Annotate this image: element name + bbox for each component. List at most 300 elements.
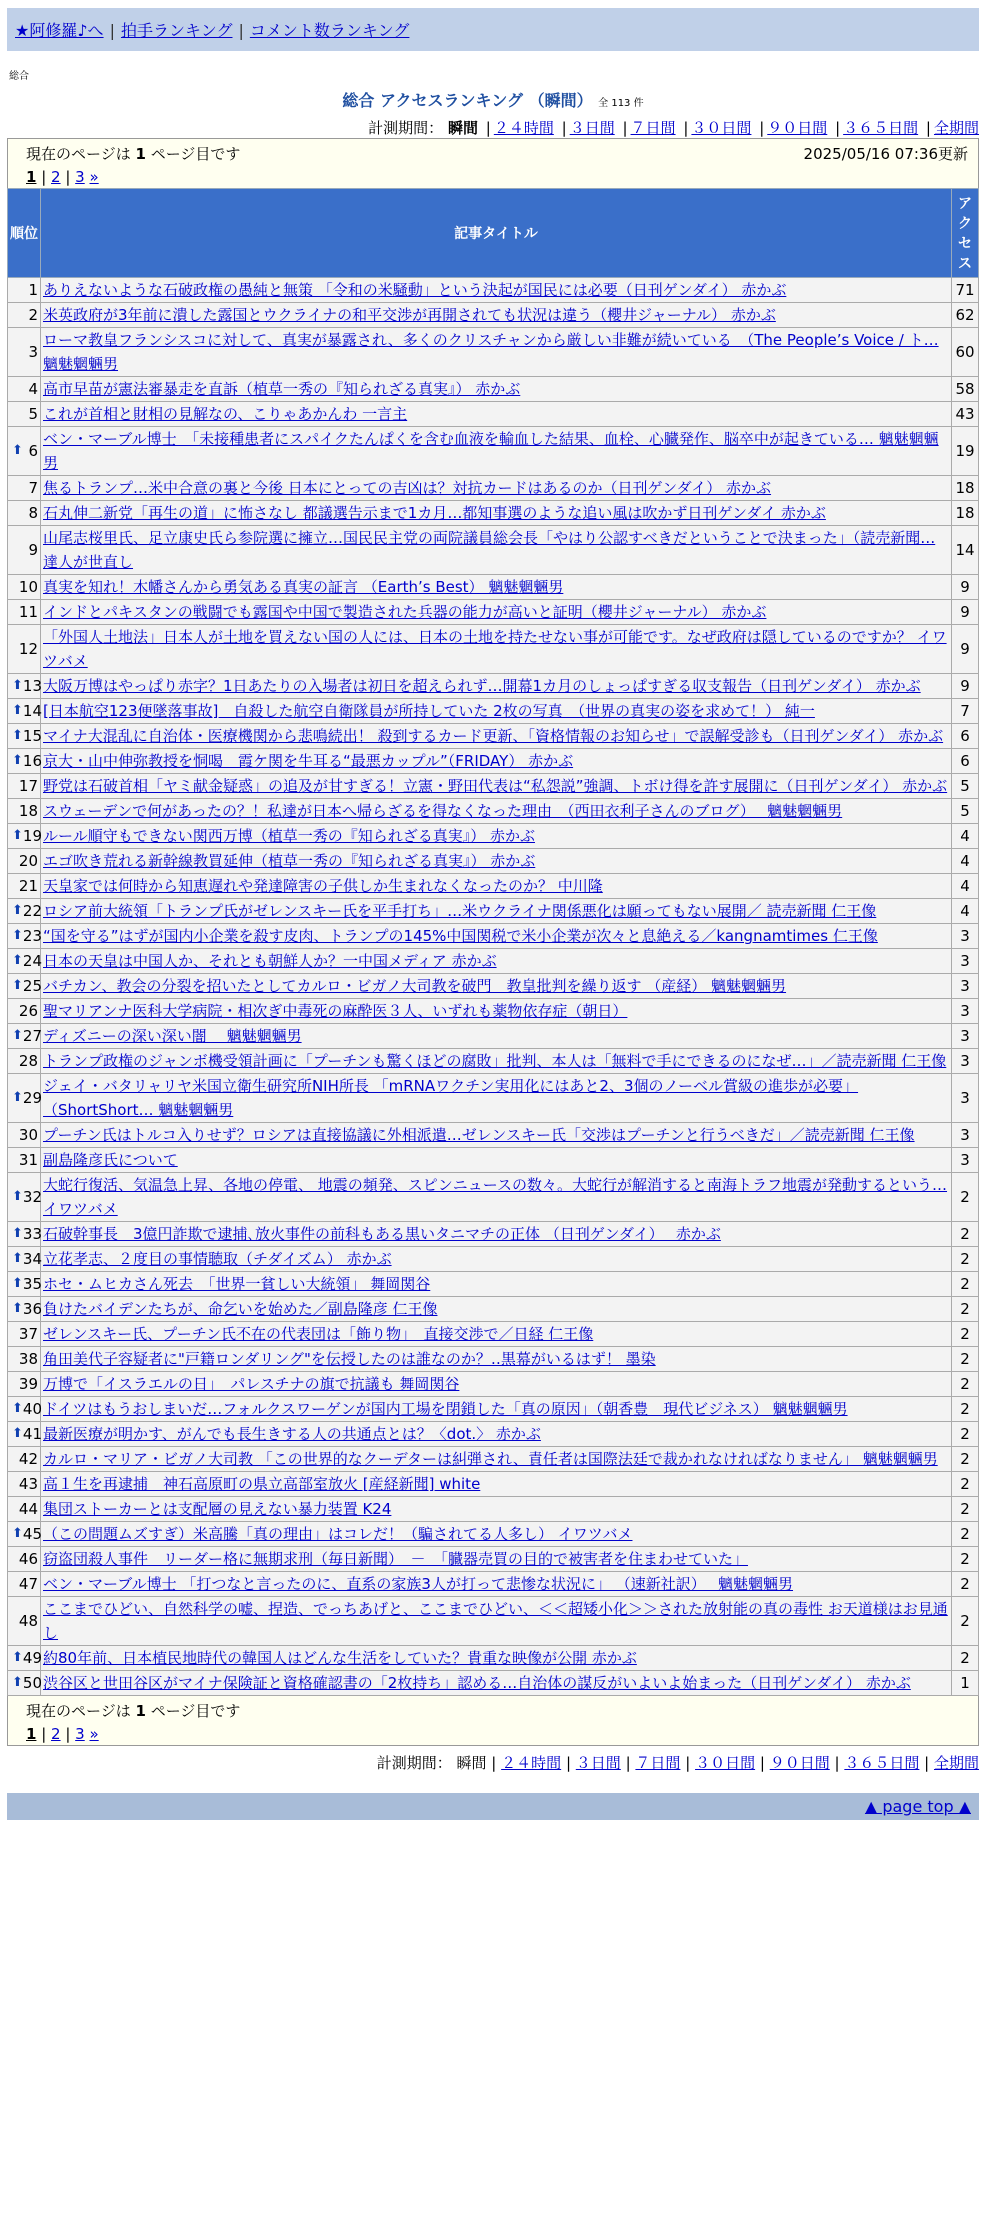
title-cell	[41, 526, 952, 575]
rank-number: 38	[18, 1350, 38, 1368]
article-title-link[interactable]: これが首相と財相の見解なの、こりゃあかんわ 一言主	[43, 405, 408, 423]
pager-link-3[interactable]: 3	[75, 1725, 85, 1743]
rank-cell	[8, 1074, 41, 1123]
col-title-header: 記事タイトル	[41, 189, 952, 278]
rank-cell	[8, 1247, 41, 1272]
table-row	[8, 1123, 979, 1148]
title-cell	[41, 1572, 952, 1597]
rank-number: 49	[22, 1649, 42, 1667]
article-title-link[interactable]: “国を守る”はずが国内小企業を殺す皮肉、トランプの145%中国関税で米小企業が次々と息絶える／kangnamtimes 仁王像	[43, 927, 878, 945]
rank-number: 26	[18, 1002, 38, 1020]
rank-cell	[8, 1123, 41, 1148]
access-count: 2	[952, 1173, 979, 1222]
rank-number: 46	[18, 1550, 38, 1568]
rank-number: 19	[22, 827, 42, 845]
article-title-link[interactable]: トランプ政権のジャンボ機受領計画に「プーチンも驚くほどの腐敗」批判、本人は「無料で手にできるのになぜ…」／読売新聞 仁王像	[43, 1052, 947, 1070]
access-count: 2	[952, 1497, 979, 1522]
access-count: 9	[952, 625, 979, 674]
rank-cell	[8, 1447, 41, 1472]
rank-number: 23	[22, 927, 42, 945]
rank-number: 28	[18, 1052, 38, 1070]
title-cell	[41, 1173, 952, 1222]
table-row	[8, 949, 979, 974]
title-cell	[41, 874, 952, 899]
period-selector-top: 計測期間： 瞬間 | ２４時間 | ３日間 | ７日間 | ３０日間 | ９０日間 | ３６５日間 | 全期間	[368, 119, 979, 137]
rank-number: 35	[22, 1275, 42, 1293]
article-title-link[interactable]: ディズニーの深い深い闇 魑魅魍魎男	[43, 1027, 302, 1045]
rank-up-arrow-icon: ⬆	[12, 728, 23, 743]
rank-number: 45	[22, 1525, 42, 1543]
article-title-link[interactable]: エゴ吹き荒れる新幹線教買延伸（植草一秀の『知られざる真実』） 赤かぶ	[43, 852, 536, 870]
rank-cell	[8, 1372, 41, 1397]
rank-up-arrow-icon: ⬆	[12, 703, 23, 718]
article-title-link[interactable]: ホセ・ムヒカさん死去 「世界一貧しい大統領」 舞岡関谷	[43, 1275, 431, 1293]
title-cell	[41, 974, 952, 999]
title-cell	[41, 575, 952, 600]
article-title-link[interactable]: 高１生を再逮捕 神石高原町の県立高部室放火 [産経新聞] white	[43, 1475, 481, 1493]
pager-top: 1 | 2 | 3 »	[26, 168, 99, 186]
article-title-link[interactable]: 米英政府が3年前に潰した露国とウクライナの和平交渉が再開されても状況は違う（櫻井ジャーナル） 赤かぶ	[43, 306, 776, 324]
period-link-7d[interactable]: ７日間	[630, 119, 676, 137]
rank-number: 44	[18, 1500, 38, 1518]
title-cell	[41, 1422, 952, 1447]
rank-number: 13	[22, 677, 42, 695]
rank-number: 33	[22, 1225, 42, 1243]
period-link-7d[interactable]: ７日間	[635, 1754, 681, 1772]
rank-cell	[8, 999, 41, 1024]
period-link-30d[interactable]: ３０日間	[691, 119, 752, 137]
title-cell	[41, 1597, 952, 1646]
table-row	[8, 1397, 979, 1422]
article-title-link[interactable]: 最新医療が明かす、がんでも長生きする人の共通点とは？〈dot.〉 赤かぶ	[43, 1425, 541, 1443]
table-row	[8, 1522, 979, 1547]
access-count: 9	[952, 674, 979, 699]
article-title-link[interactable]: 副島隆彦氏について	[43, 1151, 178, 1169]
table-row	[8, 799, 979, 824]
period-label: 計測期間：	[376, 1754, 452, 1772]
article-title-link[interactable]: 角田美代子容疑者に"戸籍ロンダリング"を伝授したのは誰なのか？‥黒幕がいるはず！ 墨染	[43, 1350, 656, 1368]
title-cell	[41, 1148, 952, 1173]
item-count: 全 113 件	[598, 98, 644, 109]
access-count: 6	[952, 724, 979, 749]
access-count: 60	[952, 328, 979, 377]
rank-cell	[8, 749, 41, 774]
access-count: 4	[952, 874, 979, 899]
table-row	[8, 303, 979, 328]
rank-cell	[8, 1322, 41, 1347]
title-cell	[41, 377, 952, 402]
rank-number: 5	[28, 405, 38, 423]
rank-up-arrow-icon: ⬆	[12, 978, 23, 993]
rank-number: 18	[18, 802, 38, 820]
rank-number: 16	[22, 752, 42, 770]
title-cell	[41, 799, 952, 824]
rank-number: 39	[18, 1375, 38, 1393]
period-link-90d[interactable]: ９０日間	[767, 119, 828, 137]
rank-up-arrow-icon: ⬆	[12, 1426, 23, 1441]
access-count: 6	[952, 749, 979, 774]
article-title-link[interactable]: 石破幹事長 3億円詐欺で逮捕､放火事件の前科もある黒いタニマチの正体 （日刊ゲンダイ） 赤かぶ	[43, 1225, 721, 1243]
rank-up-arrow-icon: ⬆	[12, 1675, 23, 1690]
rank-cell	[8, 674, 41, 699]
title-cell	[41, 824, 952, 849]
rank-number: 15	[22, 727, 42, 745]
rank-number: 2	[28, 306, 38, 324]
rank-number: 29	[22, 1089, 42, 1107]
rank-cell	[8, 874, 41, 899]
rank-cell	[8, 974, 41, 999]
period-link-365d[interactable]: ３６５日間	[843, 119, 919, 137]
access-count: 18	[952, 476, 979, 501]
access-count: 2	[952, 1372, 979, 1397]
article-title-link[interactable]: 聖マリアンナ医科大学病院・相次ぎ中毒死の麻酔医３人、いずれも薬物依存症（朝日）	[43, 1002, 628, 1020]
title-cell	[41, 1472, 952, 1497]
rank-cell	[8, 377, 41, 402]
access-count: 2	[952, 1447, 979, 1472]
access-count: 5	[952, 799, 979, 824]
pager-bottom: 1 | 2 | 3 »	[26, 1725, 99, 1743]
table-row	[8, 774, 979, 799]
clap-ranking-link[interactable]: 拍手ランキング	[120, 21, 233, 40]
updated-timestamp: 2025/05/16 07:36更新	[803, 145, 968, 163]
rank-cell	[8, 824, 41, 849]
title-cell	[41, 1347, 952, 1372]
rank-up-arrow-icon: ⬆	[12, 1028, 23, 1043]
title-cell	[41, 1497, 952, 1522]
title-cell	[41, 899, 952, 924]
comment-ranking-link[interactable]: コメント数ランキング	[249, 21, 410, 40]
article-title-link[interactable]: ローマ教皇フランシスコに対して、真実が暴露され、多くのクリスチャンから厳しい非難が続いている （The People’s Voice / ト… 魑魅魍魎男	[43, 331, 939, 373]
page-status-text: 現在のページは 1 ページ目です	[26, 145, 241, 163]
rank-up-arrow-icon: ⬆	[12, 1226, 23, 1241]
access-count: 2	[952, 1422, 979, 1447]
ranking-table	[7, 188, 979, 1696]
rank-number: 40	[22, 1400, 42, 1418]
rank-up-arrow-icon: ⬆	[12, 953, 23, 968]
rank-cell	[8, 1297, 41, 1322]
article-title-link[interactable]: 高市早苗が憲法審暴走を直訴（植草一秀の『知られざる真実』） 赤かぶ	[43, 380, 521, 398]
table-row	[8, 1447, 979, 1472]
period-current: 瞬間	[447, 119, 478, 137]
title-cell	[41, 1074, 952, 1123]
access-count: 3	[952, 1074, 979, 1123]
table-row	[8, 824, 979, 849]
rank-up-arrow-icon: ⬆	[12, 1401, 23, 1416]
rank-up-arrow-icon: ⬆	[12, 1301, 23, 1316]
period-link-all[interactable]: 全期間	[933, 1754, 979, 1772]
title-cell	[41, 999, 952, 1024]
table-row	[8, 1497, 979, 1522]
table-row	[8, 501, 979, 526]
title-cell	[41, 402, 952, 427]
table-row	[8, 1322, 979, 1347]
rank-up-arrow-icon: ⬆	[12, 1189, 23, 1204]
page-status-bottom	[7, 1696, 979, 1746]
article-title-link[interactable]: 天皇家では何時から知恵遅れや発達障害の子供しか生まれなくなったのか？ 中川隆	[43, 877, 603, 895]
table-row	[8, 1247, 979, 1272]
title-cell	[41, 1522, 952, 1547]
title-cell	[41, 501, 952, 526]
title-cell	[41, 625, 952, 674]
table-row	[8, 899, 979, 924]
article-title-link[interactable]: 集団ストーカーとは支配層の見えない暴力装置 K24	[43, 1500, 392, 1518]
title-cell	[41, 724, 952, 749]
article-title-link[interactable]: [日本航空123便墜落事故] 自殺した航空自衛隊員が所持していた 2枚の写真 （世界の真実の姿を求めて！） 純一	[43, 702, 815, 720]
rank-up-arrow-icon: ⬆	[12, 443, 23, 458]
table-row	[8, 278, 979, 303]
title-cell	[41, 1297, 952, 1322]
access-count: 4	[952, 824, 979, 849]
rank-cell	[8, 1024, 41, 1049]
table-row	[8, 1074, 979, 1123]
article-title-link[interactable]: 野党は石破首相「ヤミ献金疑惑」の追及が甘すぎる！立憲・野田代表は“私怨説”強調、トボけ得を許す展開に（日刊ゲンダイ） 赤かぶ	[43, 777, 948, 795]
access-count: 2	[952, 1572, 979, 1597]
rank-number: 36	[22, 1300, 42, 1318]
rank-number: 31	[18, 1151, 38, 1169]
period-link-all[interactable]: 全期間	[933, 119, 979, 137]
table-row	[8, 1372, 979, 1397]
rank-number: 27	[22, 1027, 42, 1045]
title-cell	[41, 699, 952, 724]
rank-up-arrow-icon: ⬆	[12, 1251, 23, 1266]
access-count: 43	[952, 402, 979, 427]
rank-cell	[8, 1272, 41, 1297]
rank-number: 32	[22, 1188, 42, 1206]
rank-cell	[8, 1522, 41, 1547]
title-cell	[41, 674, 952, 699]
article-title-link[interactable]: 大阪万博はやっぱり赤字？1日あたりの入場者は初日を超えられず…開幕1カ月のしょっぱすぎる収支報告（日刊ゲンダイ） 赤かぶ	[43, 677, 921, 695]
article-title-link[interactable]: ベン・マーブル博士 「打つなと言ったのに、直系の家族3人が打って悲惨な状況に」 （速新社訳） 魑魅魍魎男	[43, 1575, 794, 1593]
access-count: 3	[952, 949, 979, 974]
article-title-link[interactable]: ベン・マーブル博士 「未接種患者にスパイクたんぱくを含む血液を輸血した結果、血栓、心臓発作、脳卒中が起きている… 魑魅魍魎男	[43, 430, 939, 472]
table-row	[8, 625, 979, 674]
title-cell	[41, 303, 952, 328]
rank-cell	[8, 899, 41, 924]
article-title-link[interactable]: 真実を知れ！木幡さんから勇気ある真実の証言 （Earth’s Best） 魑魅魍魎男	[43, 578, 564, 596]
rank-number: 22	[22, 902, 42, 920]
article-title-link[interactable]: カルロ・マリア・ビガノ大司教 「この世界的なクーデターは糾弾され、責任者は国際法廷で裁かれなければなりません」 魑魅魍魎男	[43, 1450, 938, 1468]
access-count: 9	[952, 575, 979, 600]
period-selector-bottom: 計測期間： 瞬間 | ２４時間 | ３日間 | ７日間 | ３０日間 | ９０日間 | ３６５日間 | 全期間	[376, 1754, 979, 1772]
article-title-link[interactable]: スウェーデンで何があったの？！私達が日本へ帰らざるを得なくなった理由 （西田衣利子さんのブログ） 魑魅魍魎男	[43, 802, 843, 820]
period-link-90d[interactable]: ９０日間	[769, 1754, 830, 1772]
rank-number: 48	[18, 1612, 38, 1630]
article-title-link[interactable]: 大蛇行復活、気温急上昇、各地の停電、 地震の頻発、スピンニュースの数々。大蛇行が解消すると南海トラフ地震が発動するという… イワツバメ	[43, 1176, 948, 1218]
table-row	[8, 1572, 979, 1597]
table-row	[8, 1472, 979, 1497]
period-link-3d[interactable]: ３日間	[569, 119, 615, 137]
article-title-link[interactable]: ありえないような石破政権の愚純と無策 「令和の米騒動」という決起が国民には必要（日刊ゲンダイ） 赤かぶ	[43, 281, 787, 299]
table-row	[8, 377, 979, 402]
rank-number: 47	[18, 1575, 38, 1593]
article-title-link[interactable]: 焦るトランプ…米中合意の裏と今後 日本にとっての吉凶は？対抗カードはあるのか（日刊ゲンダイ） 赤かぶ	[43, 479, 772, 497]
table-row	[8, 526, 979, 575]
table-row	[8, 674, 979, 699]
article-title-link[interactable]: 渋谷区と世田谷区がマイナ保険証と資格確認書の「2枚持ち」認める…自治体の謀反がいよいよ始まった（日刊ゲンダイ） 赤かぶ	[43, 1674, 911, 1692]
rank-cell	[8, 1472, 41, 1497]
rank-cell	[8, 1572, 41, 1597]
table-row	[8, 1148, 979, 1173]
rank-number: 42	[18, 1450, 38, 1468]
rank-number: 4	[28, 380, 38, 398]
article-title-link[interactable]: 万博で「イスラエルの日」 パレスチナの旗で抗議も 舞岡関谷	[43, 1375, 460, 1393]
table-row	[8, 1173, 979, 1222]
rank-number: 10	[18, 578, 38, 596]
rank-cell	[8, 1422, 41, 1447]
access-count: 3	[952, 1024, 979, 1049]
table-header-row	[8, 189, 979, 278]
table-row	[8, 328, 979, 377]
article-title-link[interactable]: プーチン氏はトルコ入りせず？ロシアは直接協議に外相派遣…ゼレンスキー氏「交渉はプーチンと行うべきだ」／読売新聞 仁王像	[43, 1126, 915, 1144]
table-row	[8, 1049, 979, 1074]
title-cell	[41, 427, 952, 476]
title-cell	[41, 1049, 952, 1074]
rank-number: 14	[22, 702, 42, 720]
title-cell	[41, 278, 952, 303]
rank-cell	[8, 600, 41, 625]
article-title-link[interactable]: インドとパキスタンの戦闘でも露国や中国で製造された兵器の能力が高いと証明（櫻井ジャーナル） 赤かぶ	[43, 603, 767, 621]
table-row	[8, 1646, 979, 1671]
article-title-link[interactable]: （この問題ムズすぎ）米高騰「真の理由」はコレだ！（騙されてる人多し） イワツバメ	[43, 1525, 633, 1543]
access-count: 2	[952, 1272, 979, 1297]
article-title-link[interactable]: ドイツはもうおしまいだ…フォルクスワーゲンが国内工場を閉鎖した「真の原因」（朝香豊 現代ビジネス） 魑魅魍魎男	[43, 1400, 848, 1418]
article-title-link[interactable]: ロシア前大統領「トランプ氏がゼレンスキー氏を平手打ち」…米ウクライナ関係悪化は願ってもない展開／ 読売新聞 仁王像	[43, 902, 877, 920]
page-top-link[interactable]: ▲ page top ▲	[864, 1797, 971, 1816]
article-title-link[interactable]: 立花孝志、２度目の事情聴取（チダイズム） 赤かぶ	[43, 1250, 392, 1268]
rank-cell	[8, 1347, 41, 1372]
rank-number: 30	[18, 1126, 38, 1144]
access-count: 2	[952, 1397, 979, 1422]
period-link-365d[interactable]: ３６５日間	[844, 1754, 920, 1772]
table-row	[8, 749, 979, 774]
access-count: 2	[952, 1547, 979, 1572]
access-count: 2	[952, 1297, 979, 1322]
pager-current: 1	[26, 168, 37, 186]
access-count: 5	[952, 774, 979, 799]
rank-cell	[8, 799, 41, 824]
table-row	[8, 1671, 979, 1696]
access-count: 3	[952, 1123, 979, 1148]
access-count: 2	[952, 1597, 979, 1646]
article-title-link[interactable]: 山尾志桜里氏、足立康史氏ら参院選に擁立…国民民主党の両院議員総会長「やはり公認すべきだということで決まった」（読売新聞… 達人が世直し	[43, 529, 936, 571]
pager-link-2[interactable]: 2	[51, 168, 61, 186]
period-link-24h[interactable]: ２４時間	[493, 119, 554, 137]
rank-up-arrow-icon: ⬆	[12, 1650, 23, 1665]
article-title-link[interactable]: 負けたバイデンたちが、命乞いを始めた／副島隆彦 仁王像	[43, 1300, 438, 1318]
title-cell	[41, 1671, 952, 1696]
rank-cell	[8, 1547, 41, 1572]
rank-up-arrow-icon: ⬆	[12, 753, 23, 768]
access-count: 3	[952, 1049, 979, 1074]
table-row	[8, 699, 979, 724]
title-cell	[41, 1123, 952, 1148]
article-title-link[interactable]: ルール順守もできない関西万博（植草一秀の『知られざる真実』） 赤かぶ	[43, 827, 535, 845]
title-cell	[41, 1247, 952, 1272]
pager-link-2[interactable]: 2	[51, 1725, 61, 1743]
rank-number: 25	[22, 977, 42, 995]
article-title-link[interactable]: 日本の天皇は中国人か、それとも朝鮮人か？一中国メディア 赤かぶ	[43, 952, 497, 970]
article-title-link[interactable]: マイナ大混乱に自治体・医療機関から悲鳴続出！ 殺到するカード更新、「資格情報のお知らせ」で誤解受診も（日刊ゲンダイ） 赤かぶ	[43, 727, 944, 745]
rank-up-arrow-icon: ⬆	[12, 1526, 23, 1541]
table-row	[8, 1597, 979, 1646]
table-row	[8, 575, 979, 600]
table-row	[8, 1547, 979, 1572]
col-access-header: アクセス	[952, 189, 979, 278]
access-count: 2	[952, 1247, 979, 1272]
category-label: 総合	[9, 71, 29, 82]
rank-cell	[8, 699, 41, 724]
article-title-link[interactable]: ここまでひどい、自然科学の嘘、捏造、でっちあげと、ここまでひどい、＜＜超矮小化＞＞された放射能の真の毒性 お天道様はお見通し	[43, 1600, 948, 1642]
rank-cell	[8, 1049, 41, 1074]
ranking-heading: 総合 アクセスランキング （瞬間）	[342, 91, 593, 110]
title-cell	[41, 1222, 952, 1247]
home-link[interactable]: ★阿修羅♪へ	[15, 21, 104, 40]
table-row	[8, 999, 979, 1024]
rank-up-arrow-icon: ⬆	[12, 1276, 23, 1291]
period-link-24h[interactable]: ２４時間	[501, 1754, 562, 1772]
access-count: 2	[952, 1347, 979, 1372]
rank-cell	[8, 849, 41, 874]
access-count: 2	[952, 1522, 979, 1547]
article-title-link[interactable]: ジェイ・バタリャリヤ米国立衛生研究所NIH所長 「mRNAワクチン実用化にはあと2、3個のノーベル賞級の進歩が必要」（ShortShort… 魑魅魍魎男	[43, 1077, 859, 1119]
title-cell	[41, 1397, 952, 1422]
access-count: 3	[952, 999, 979, 1024]
table-row	[8, 1347, 979, 1372]
rank-up-arrow-icon: ⬆	[12, 1090, 23, 1105]
rank-cell	[8, 1148, 41, 1173]
title-cell	[41, 1322, 952, 1347]
rank-cell	[8, 1671, 41, 1696]
title-cell	[41, 476, 952, 501]
pager-next[interactable]: »	[89, 168, 99, 186]
article-title-link[interactable]: 石丸伸二新党「再生の道」に怖さなし 都議選告示まで1カ月…都知事選のような追い風は吹かず日刊ゲンダイ 赤かぶ	[43, 504, 826, 522]
access-count: 2	[952, 1222, 979, 1247]
pager-link-3[interactable]: 3	[75, 168, 85, 186]
article-title-link[interactable]: バチカン、教会の分裂を招いたとしてカルロ・ビガノ大司教を破門 教皇批判を繰り返す （産経） 魑魅魍魎男	[43, 977, 787, 995]
rank-cell	[8, 949, 41, 974]
article-title-link[interactable]: ゼレンスキー氏、プーチン氏不在の代表団は「飾り物」 直接交渉で／日経 仁王像	[43, 1325, 594, 1343]
rank-cell	[8, 1646, 41, 1671]
access-count: 1	[952, 1671, 979, 1696]
title-cell	[41, 949, 952, 974]
table-row	[8, 1272, 979, 1297]
article-title-link[interactable]: 窃盗団殺人事件 リーダー格に無期求刑（毎日新聞） － 「臓器売買の目的で被害者を住まわせていた」	[43, 1550, 749, 1568]
pager-next[interactable]: »	[89, 1725, 99, 1743]
rank-cell	[8, 402, 41, 427]
article-title-link[interactable]: 京大・山中伸弥教授を恫喝 霞ケ関を牛耳る“最悪カップル”（FRIDAY） 赤かぶ	[43, 752, 574, 770]
rank-cell	[8, 328, 41, 377]
access-count: 14	[952, 526, 979, 575]
rank-cell	[8, 1222, 41, 1247]
rank-up-arrow-icon: ⬆	[12, 828, 23, 843]
article-title-link[interactable]: 「外国人土地法」日本人が土地を買えない国の人には、日本の土地を持たせない事が可能です。なぜ政府は隠しているのですか？ イワツバメ	[43, 628, 947, 670]
period-link-3d[interactable]: ３日間	[575, 1754, 621, 1772]
title-cell	[41, 328, 952, 377]
period-current: 瞬間	[456, 1754, 487, 1772]
rank-number: 1	[28, 281, 38, 299]
rank-number: 6	[28, 442, 38, 460]
period-link-30d[interactable]: ３０日間	[695, 1754, 756, 1772]
rank-cell	[8, 1597, 41, 1646]
access-count: 3	[952, 1148, 979, 1173]
article-title-link[interactable]: 約80年前、日本植民地時代の韓国人はどんな生活をしていた？貴重な映像が公開 赤かぶ	[43, 1649, 637, 1667]
table-row	[8, 974, 979, 999]
title-cell	[41, 1646, 952, 1671]
title-cell	[41, 749, 952, 774]
rank-cell	[8, 1497, 41, 1522]
col-rank-header: 順位	[8, 189, 41, 278]
title-cell	[41, 1272, 952, 1297]
